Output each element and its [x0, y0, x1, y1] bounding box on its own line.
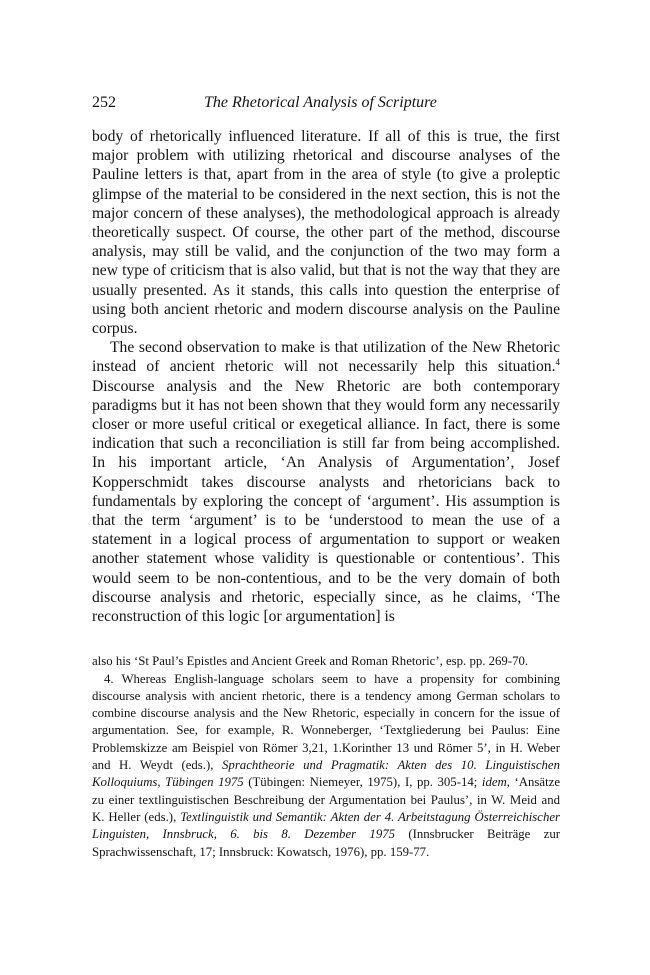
paragraph-text: The second observation to make is that utilization of the New Rhetoric instead of ancient rhetoric will not necessarily help this situation. [92, 339, 560, 376]
running-head [92, 92, 560, 114]
footnote-text: Whereas English-language scholars seem to have a propensity for combining discourse analysis with ancient rhetoric, there is a tendency among German scholars to combine discourse analysis and the New Rhetoric, especially in concern for the issue of argumentation. See, for example, R. Wonneberger, ‘Textgliederung bei Paulus: Eine Problemskizze am Beispiel von Römer 3,21, 1.Korinther 13 und Römer 5’, in H. Weber and H. Weydt (eds.), [92, 671, 561, 773]
running-title: The Rhetorical Analysis of Scripture [204, 94, 437, 111]
footnote-number: 4. [104, 671, 114, 686]
footnote-text: , ‘Ansätze zu einer textlinguistischen Beschreibung der Argumentation bei Paulus’, in W. Meid and K. Heller (eds.), [92, 775, 561, 824]
footnote-continued: also his ‘St Paul’s Epistles and Ancient Greek and Roman Rhetoric’, esp. pp. 269-70. [92, 654, 529, 669]
footnote-4 [92, 671, 560, 861]
page-number: 252 [92, 94, 116, 111]
footnote-text: (Tübingen: Niemeyer, 1975), I, pp. 305-14; [243, 775, 482, 790]
footnote-reference: 4 [555, 357, 560, 368]
paragraph-text: Discourse analysis and the New Rhetoric are both contemporary paradigms but it has not been shown that they would form any necessarily closer or more useful critical or exegetical alliance. In fact, there is some indication that such a reconciliation is still far from being accomplished. In his important article, ‘An Analysis of Argumentation’, Josef Kopperschmidt takes discourse analysts and rhetoricians back to fundamentals by exploring the concept of ‘argument’. His assumption is that the term ‘argument’ is to be ‘understood to mean the use of a statement in a logical process of argumentation to support or weaken another statement whose validity is questionable or contentious’. This would seem to be non-contentious, and to be the very domain of both discourse analysis and rhetoric, especially since, as he claims, ‘The reconstruction of this logic [or argumentation] is [92, 377, 560, 626]
book-page [92, 92, 560, 861]
footnote-title: idem [481, 775, 507, 790]
footnote-title: Sprachtheorie und Pragmatik: Akten des 10. Linguistischen Kolloquiums, Tübingen 1975 [92, 758, 560, 790]
footnotes [92, 653, 560, 861]
body-paragraph: body of rhetorically influenced literature. If all of this is true, the first major problem with utilizing rhetorical and discourse analyses of the Pauline letters is that, apart from in the area of style (to give a proleptic glimpse of the material to be considered in the next section, this is not the major concern of these analyses), the methodological approach is already theoretically suspect. Of course, the other part of the method, discourse analysis, may still be valid, and the conjunction of the two may form a new type of criticism that is also valid, but that is not the way that they are usually presented. As it stands, this calls into question the enterprise of using both ancient rhetoric and modern discourse analysis on the Pauline corpus. [92, 128, 560, 338]
main-text [92, 127, 560, 626]
body-paragraph [92, 338, 560, 626]
footnote-title: Textlinguistik und Semantik: Akten der 4. Arbeitstagung Österreichischer Linguisten, Innsbruck, 6. bis 8. Dezember 1975 [92, 809, 560, 842]
footnote-text: (Innsbrucker Beiträge zur Sprachwissenschaft, 17; Innsbruck: Kowatsch, 1976), pp. 159-77. [92, 827, 560, 859]
